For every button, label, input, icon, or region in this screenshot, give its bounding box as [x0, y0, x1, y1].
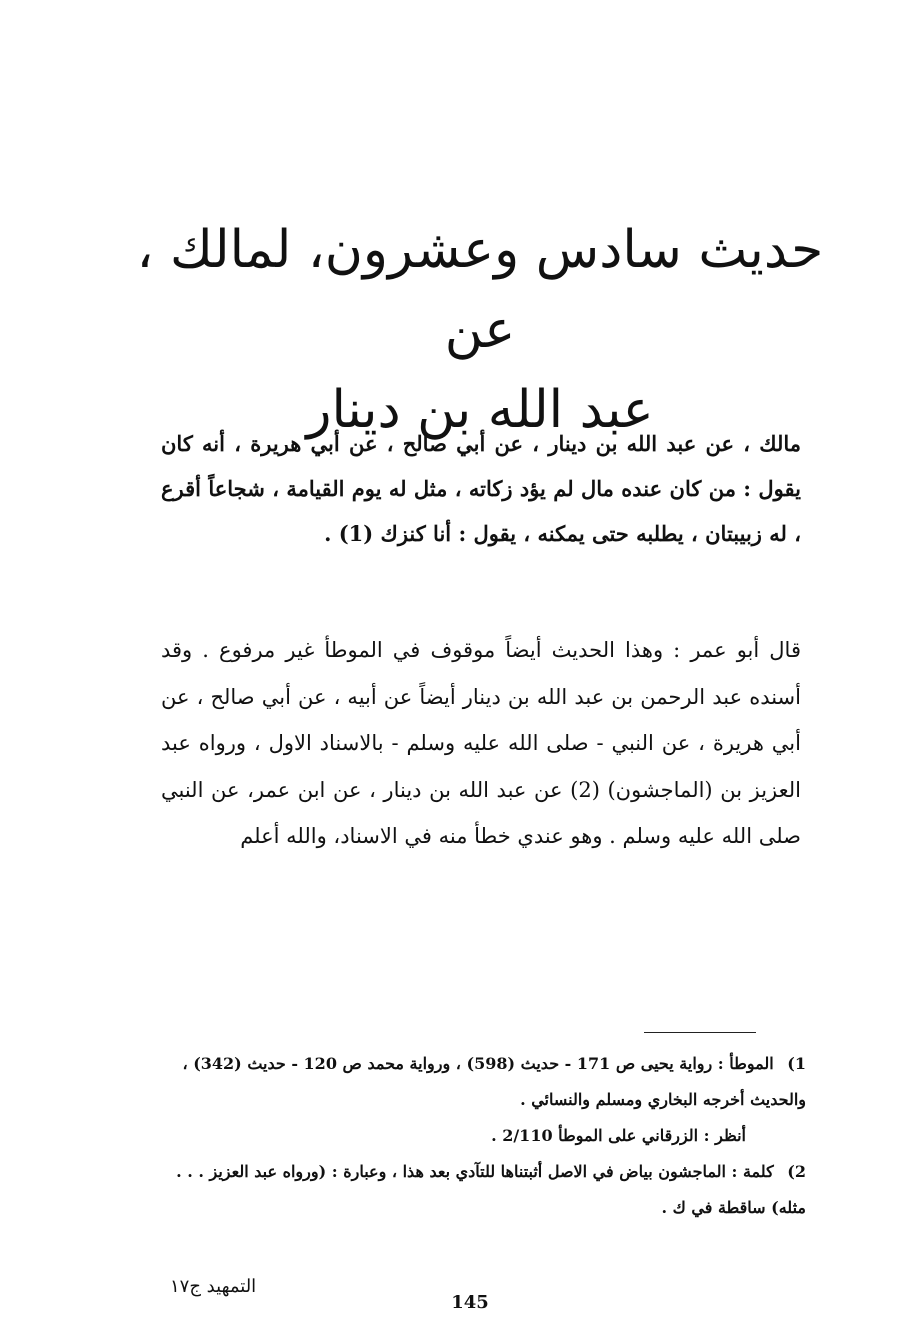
printer-signature: التمهيد ج١٧: [170, 1276, 257, 1297]
footnote-text: الموطأ : رواية يحيى ص 171 - حديث (598) ، ورواية محمد ص 120 - حديث (342) ، والحديث أخرجه البخاري ومسلم والنسائي .: [182, 1054, 806, 1109]
footnote-1-continuation: أنظر : الزرقاني على الموطأ 2/110 .: [491, 1126, 746, 1145]
footnote-2: [156, 1154, 806, 1226]
footnote-number: 2): [787, 1162, 806, 1181]
footnote-1: [156, 1046, 806, 1118]
footnote-divider: [644, 1032, 756, 1033]
commentary-text: قال أبو عمر : وهذا الحديث أيضاً موقوف في الموطأ غير مرفوع . وقد أسنده عبد الرحمن بن عبد الله بن دينار أيضاً عن أبيه ، عن أبي صالح ، عن أبي هريرة ، عن النبي - صلى الله عليه وسلم - بالاسناد الاول ، ورواه عبد العزيز بن (الماجشون) (2) عن عبد الله بن دينار ، عن ابن عمر، عن النبي صلى الله عليه وسلم . وهو عندي خطأ منه في الاسناد، والله أعلم: [161, 638, 802, 848]
chapter-title-line-2: عبد الله بن دينار: [306, 380, 654, 440]
chapter-title-line-1: حديث سادس وعشرون، لمالك ، عن: [136, 220, 824, 360]
hadith-text: مالك ، عن عبد الله بن دينار ، عن أبي صالح ، عن أبي هريرة ، أنه كان يقول : من كان عنده مال لم يؤد زكاته ، مثل له يوم القيامة ، شجاعاً أقرع ، له زبيبتان ، يطلبه حتى يمكنه ، يقول : أنا كنزك (1) .: [161, 431, 801, 546]
footnotes: [156, 1046, 806, 1226]
chapter-title: [120, 210, 840, 450]
footnote-number: 1): [787, 1054, 806, 1073]
page-number: 145: [451, 1292, 489, 1313]
footnote-text: كلمة : الماجشون بياض في الاصل أثبتناها للتآدي بعد هذا ، وعبارة : (ورواه عبد العزيز . . . مثله) ساقطة في ك .: [176, 1162, 806, 1217]
